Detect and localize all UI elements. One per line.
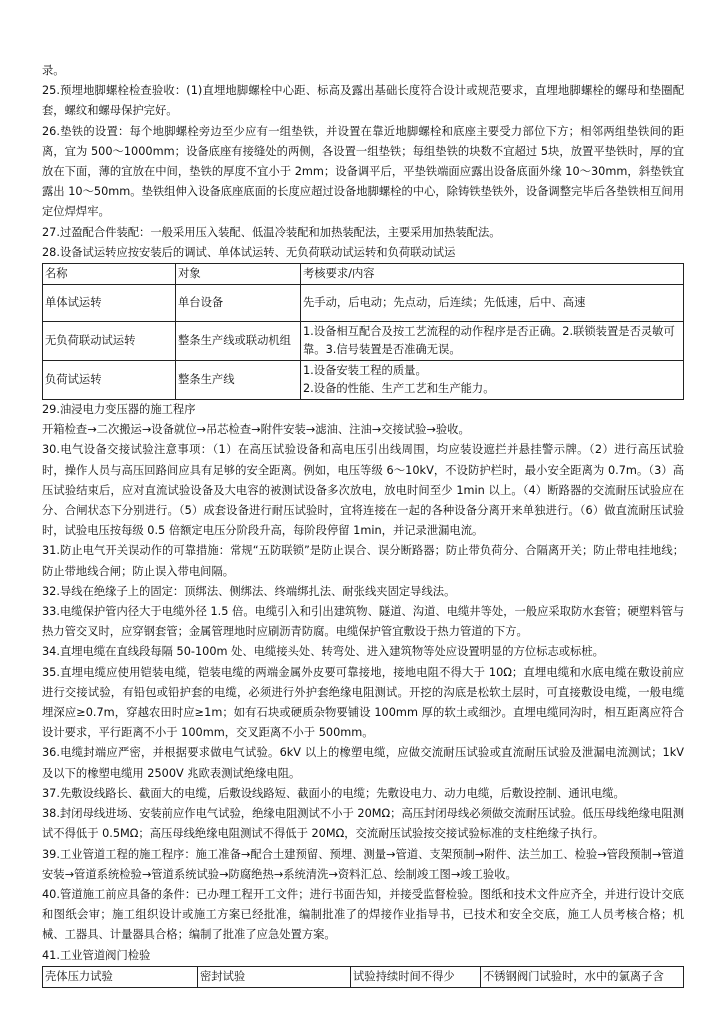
paragraph-34: 34.直埋电缆在直线段每隔 50-100m 处、电缆接头处、转弯处、进入建筑物等处应设置明显的方位标志或标桩。 xyxy=(42,645,604,659)
paragraph-39: 39.工业管道工程的施工程序：施工准备→配合土建预留、预埋、测量→管道、支架预制→附件、法兰加工、检验→管段预制→管道安装→管道系统检验→管道系统试验→防腐绝热→系统清洗→资料汇总、绘制竣工图→竣工验收。 xyxy=(42,847,684,881)
paragraph-38: 38.封闭母线进场、安装前应作电气试验，绝缘电阻测试不小于 20MΩ；高压封闭母线必须做交流耐压试验。低压母线绝缘电阻测试不得低于 0.5MΩ；高压母线绝缘电阻测试不得低于 20MΩ，交流耐压试验按交接试验标准的支柱绝缘子执行。 xyxy=(42,807,684,841)
header-name: 名称 xyxy=(43,264,176,285)
requirement-line-1: 1.设备安装工程的质量。 xyxy=(303,364,427,378)
table-row xyxy=(43,322,684,361)
document-content xyxy=(42,61,684,988)
cell-requirement xyxy=(301,361,684,400)
cell-object: 整条生产线 xyxy=(176,361,301,400)
trial-run-table xyxy=(42,263,684,400)
cell-object: 整条生产线或联动机组 xyxy=(176,322,301,361)
paragraph-28: 28.设备试运转应按安装后的调试、单体试运转、无负荷联动试运转和负荷联动试运 xyxy=(42,245,456,259)
paragraph-31: 31.防止电气开关误动作的可靠措施：常规“五防联锁”是防止误合、误分断路器；防止带负荷分、合隔离开关；防止带电挂地线；防止带地线合闸；防止误入带电间隔。 xyxy=(42,544,684,578)
cell-name: 单体试运转 xyxy=(43,285,176,322)
cell-stainless: 不锈钢阀门试验时，水中的氯离子含 xyxy=(481,966,684,987)
header-requirement: 考核要求/内容 xyxy=(301,264,684,285)
cell-seal-test: 密封试验 xyxy=(198,966,351,987)
paragraph-41: 41.工业管道阀门检验 xyxy=(42,948,151,962)
valve-test-table xyxy=(42,966,684,988)
paragraph-40: 40.管道施工前应具备的条件：已办理工程开工文件；进行书面告知，并接受监督检验。图纸和技术文件应齐全，并进行设计交底和图纸会审；施工组织设计或施工方案已经批准，编制批准了的焊接作业指导书，已技术和安全交底，施工人员考核合格；机械、工器具、计量器具合格；编制了批准了应急处置方案。 xyxy=(42,887,684,942)
paragraph-29: 29.油浸电力变压器的施工程序 xyxy=(42,403,196,417)
cell-requirement: 1.设备相互配合及按工艺流程的动作程序是否正确。2.联锁装置是否灵敏可靠。3.信号装置是否准确无误。 xyxy=(301,322,684,361)
paragraph-37: 37.先敷设线路长、截面大的电缆，后敷设线路短、截面小的电缆；先敷设电力、动力电缆，后敷设控制、通讯电缆。 xyxy=(42,786,625,800)
paragraph-35: 35.直埋电缆应使用铠装电缆，铠装电缆的两端金属外皮要可靠接地，接地电阻不得大于 10Ω；直埋电缆和水底电缆在敷设前应进行交接试验，有铅包或铅护套的电缆，必须进行外护套绝缘电阻测试。开挖的沟底是松软土层时，可直接敷设电缆，一般电缆埋深应≥0.7m，穿越农田时应≥1m；如有石块或硬质杂物要铺设 100mm 厚的软土或细沙。直埋电缆同沟时，相互距离应符合设计要求，平行距离不小于 100mm，交叉距离不小于 500mm。 xyxy=(42,665,684,740)
cell-name: 负荷试运转 xyxy=(43,361,176,400)
paragraph-25: 25.预埋地脚螺栓检查验收：(1)直埋地脚螺栓中心距、标高及露出基础长度符合设计或规范要求，直埋地脚螺栓的螺母和垫圈配套，螺纹和螺母保护完好。 xyxy=(42,84,684,118)
paragraph-27: 27.过盈配合件装配：一般采用压入装配、低温冷装配和加热装配法，主要采用加热装配法。 xyxy=(42,225,501,239)
paragraph-30: 30.电气设备交接试验注意事项：（1）在高压试验设备和高电压引出线周围，均应装设遮拦并悬挂警示牌。（2）进行高压试验时，操作人员与高压回路间应具有足够的安全距离。例如，电压等级 6～10kV，不设防护栏时，最小安全距离为 0.7m。（3）高压试验结束后，应对直流试验设备及大电容的被测试设备多次放电，放电时间至少 1min 以上。（4）断路器的交流耐压试验应在分、合闸状态下分别进行。（5）成套设备进行耐压试验时，宜将连接在一起的各种设备分离开来单独进行。（6）做直流耐压试验时，试验电压按每级 0.5 倍额定电压分阶段升高，每阶段停留 1min，并记录泄漏电流。 xyxy=(42,443,684,538)
requirement-line-2: 2.设备的性能、生产工艺和生产能力。 xyxy=(303,382,495,396)
paragraph-cont: 录。 xyxy=(42,64,65,77)
paragraph-29-steps: 开箱检查→二次搬运→设备就位→吊芯检查→附件安装→滤油、注油→交接试验→验收。 xyxy=(42,423,470,437)
cell-duration: 试验持续时间不得少 xyxy=(351,966,481,987)
cell-object: 单台设备 xyxy=(176,285,301,322)
table-row xyxy=(43,361,684,400)
paragraph-36: 36.电缆封端应严密，并根据要求做电气试验。6kV 以上的橡塑电缆，应做交流耐压试验或直流耐压试验及泄漏电流测试；1kV 及以下的橡塑电缆用 2500V 兆欧表测试绝缘电阻。 xyxy=(42,746,684,780)
table-row xyxy=(43,966,684,987)
table-header-row xyxy=(43,264,684,285)
cell-shell-test: 壳体压力试验 xyxy=(43,966,198,987)
cell-name: 无负荷联动试运转 xyxy=(43,322,176,361)
paragraph-26: 26.垫铁的设置：每个地脚螺栓旁边至少应有一组垫铁，并设置在靠近地脚螺栓和底座主要受力部位下方；相邻两组垫铁间的距离，宜为 500～1000mm；设备底座有接缝处的两侧，各设置一组垫铁；每组垫铁的块数不宜超过 5块，放置平垫铁时，厚的宜放在下面，薄的宜放在中间，垫铁的厚度不宜小于 2mm；设备调平后，平垫铁端面应露出设备底面外缘 10～30mm，斜垫铁宜露出 10～50mm。垫铁组伸入设备底座底面的长度应超过设备地脚螺栓的中心，除铸铁垫铁外，设备调整完毕后各垫铁相互间用定位焊焊牢。 xyxy=(42,124,684,219)
cell-requirement: 先手动，后电动；先点动，后连续；先低速，后中、高速 xyxy=(301,285,684,322)
paragraph-33: 33.电缆保护管内径大于电缆外径 1.5 倍。电缆引入和引出建筑物、隧道、沟道、电缆井等处，一般应采取防水套管；硬塑料管与热力管交叉时，应穿钢套管；金属管理地时应刷沥青防腐。电缆保护管宜敷设于热力管道的下方。 xyxy=(42,605,684,639)
paragraph-32: 32.导线在绝缘子上的固定：顶绑法、侧绑法、终端绑扎法、耐张线夹固定导线法。 xyxy=(42,584,456,598)
header-object: 对象 xyxy=(176,264,301,285)
table-row xyxy=(43,285,684,322)
